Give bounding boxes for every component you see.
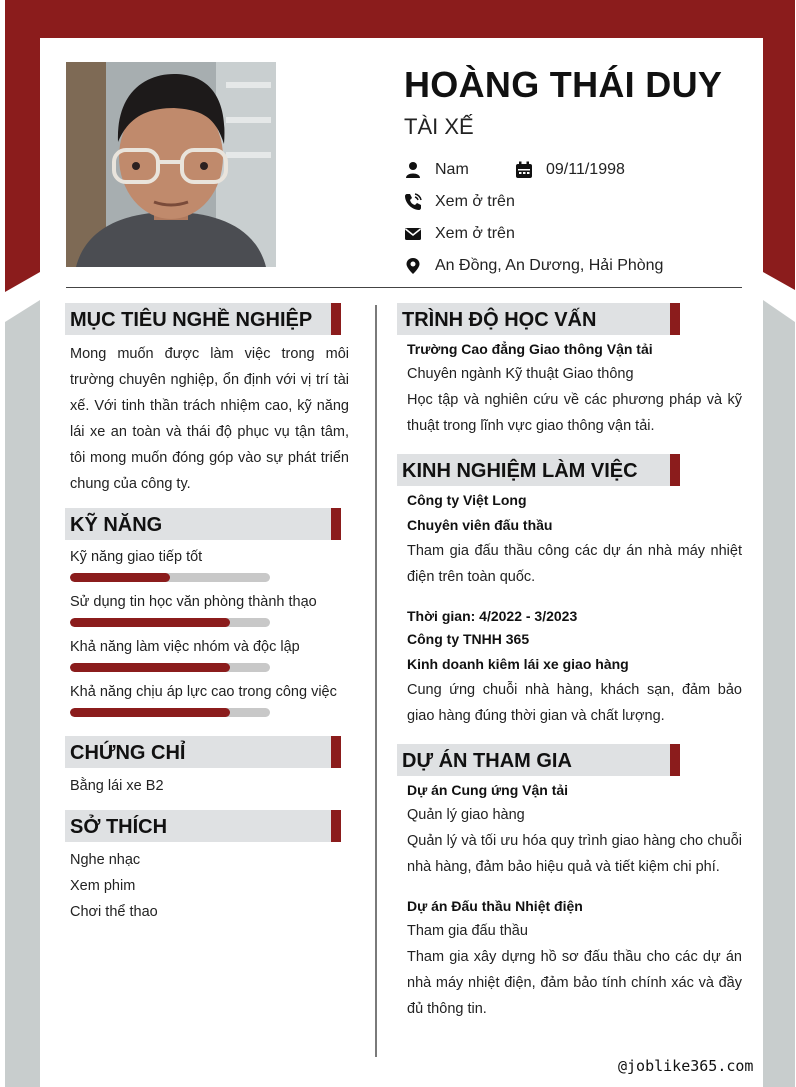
phone-value: Xem ở trên [435,193,515,210]
mail-icon [404,225,422,243]
skill-label: Khả năng làm việc nhóm và độc lập [70,639,300,655]
user-icon [404,161,422,179]
gender-row [404,159,469,181]
project-role: Quản lý giao hàng [407,807,525,823]
certificates-section-header [65,736,341,768]
candidate-name: HOÀNG THÁI DUY [404,64,723,105]
skill-bar-fill [70,618,230,627]
skill-bar [70,663,270,672]
email-value: Xem ở trên [435,225,515,242]
job-company: Công ty Việt Long [407,492,527,508]
hobby-item: Chơi thể thao [70,904,158,920]
section-accent [331,303,341,335]
gender-value: Nam [435,161,469,178]
hobbies-section-header [65,810,341,842]
skill-label: Sử dụng tin học văn phòng thành thạo [70,594,317,610]
skill-bar-fill [70,573,170,582]
project-name: Dự án Đấu thầu Nhiệt điện [407,898,583,914]
header-divider [66,287,742,288]
address-row [404,255,663,277]
skills-section-header [65,508,341,540]
section-accent [331,508,341,540]
skill-bar [70,618,270,627]
job-period: Thời gian: 4/2022 - 3/2023 [407,608,578,624]
candidate-role: TÀI XẾ [404,114,474,139]
objective-title: MỤC TIÊU NGHỀ NGHIỆP [70,309,313,331]
phone-row [404,191,515,213]
education-school: Trường Cao đẳng Giao thông Vận tải [407,341,653,357]
hobby-item: Nghe nhạc [70,852,141,868]
email-row [404,223,515,245]
skill-bar-fill [70,663,230,672]
objective-section-header [65,303,341,335]
project-name: Dự án Cung ứng Vận tải [407,782,569,798]
section-accent [670,454,680,486]
section-accent [670,744,680,776]
phone-icon [404,193,422,211]
skill-label: Khả năng chịu áp lực cao trong công việc [70,684,337,700]
skills-title: KỸ NĂNG [70,514,163,536]
experience-section-header [397,454,680,486]
certificate-item: Bằng lái xe B2 [70,778,164,794]
address-value: An Đồng, An Dương, Hải Phòng [435,257,664,274]
objective-text: Mong muốn được làm việc trong môi trường chuyên nghiệp, ổn định với vị trí tài xế. Với tinh thần trách nhiệm cao, kỹ năng lái xe an toàn và thái độ phục vụ tận tâm, tôi mong muốn đóng góp vào sự phát triển chung của công ty. [70,346,349,492]
skill-bar-fill [70,708,230,717]
education-section-header [397,303,680,335]
skill-label: Kỹ năng giao tiếp tốt [70,549,203,565]
job-position: Kinh doanh kiêm lái xe giao hàng [407,656,629,672]
job-company: Công ty TNHH 365 [407,631,530,647]
job-description: Cung ứng chuỗi nhà hàng, khách sạn, đảm bảo giao hàng đúng thời gian và chất lượng. [407,682,742,724]
location-pin-icon [404,257,422,275]
project-description: Tham gia xây dựng hồ sơ đấu thầu cho các dự án nhà máy nhiệt điện, đảm bảo tính chính xác và đầy đủ thông tin. [407,949,742,1017]
projects-section-header [397,744,680,776]
education-title: TRÌNH ĐỘ HỌC VẤN [402,309,597,331]
hobby-item: Xem phim [70,878,136,894]
watermark: @joblike365.com [618,1057,754,1075]
section-accent [670,303,680,335]
education-major: Chuyên ngành Kỹ thuật Giao thông [407,366,634,382]
section-accent [331,810,341,842]
birthdate-row [515,159,625,181]
experience-title: KINH NGHIỆM LÀM VIỆC [402,460,638,482]
job-description: Tham gia đấu thầu công các dự án nhà máy nhiệt điện trên toàn quốc. [407,543,742,585]
section-accent [331,736,341,768]
skill-bar [70,573,270,582]
profile-photo [66,62,276,267]
skill-bar [70,708,270,717]
education-description: Học tập và nghiên cứu về các phương pháp và kỹ thuật trong lĩnh vực giao thông vận tải. [407,392,742,434]
column-divider [375,305,377,1057]
job-position: Chuyên viên đấu thầu [407,517,553,533]
calendar-icon [515,161,533,179]
projects-title: DỰ ÁN THAM GIA [402,750,572,772]
certificates-title: CHỨNG CHỈ [70,742,186,764]
birthdate-value: 09/11/1998 [546,161,625,178]
project-role: Tham gia đấu thầu [407,923,528,939]
hobbies-title: SỞ THÍCH [70,816,168,838]
project-description: Quản lý và tối ưu hóa quy trình giao hàng cho chuỗi nhà hàng, đảm bảo hiệu quả và tiết kiệm chi phí. [407,833,742,875]
